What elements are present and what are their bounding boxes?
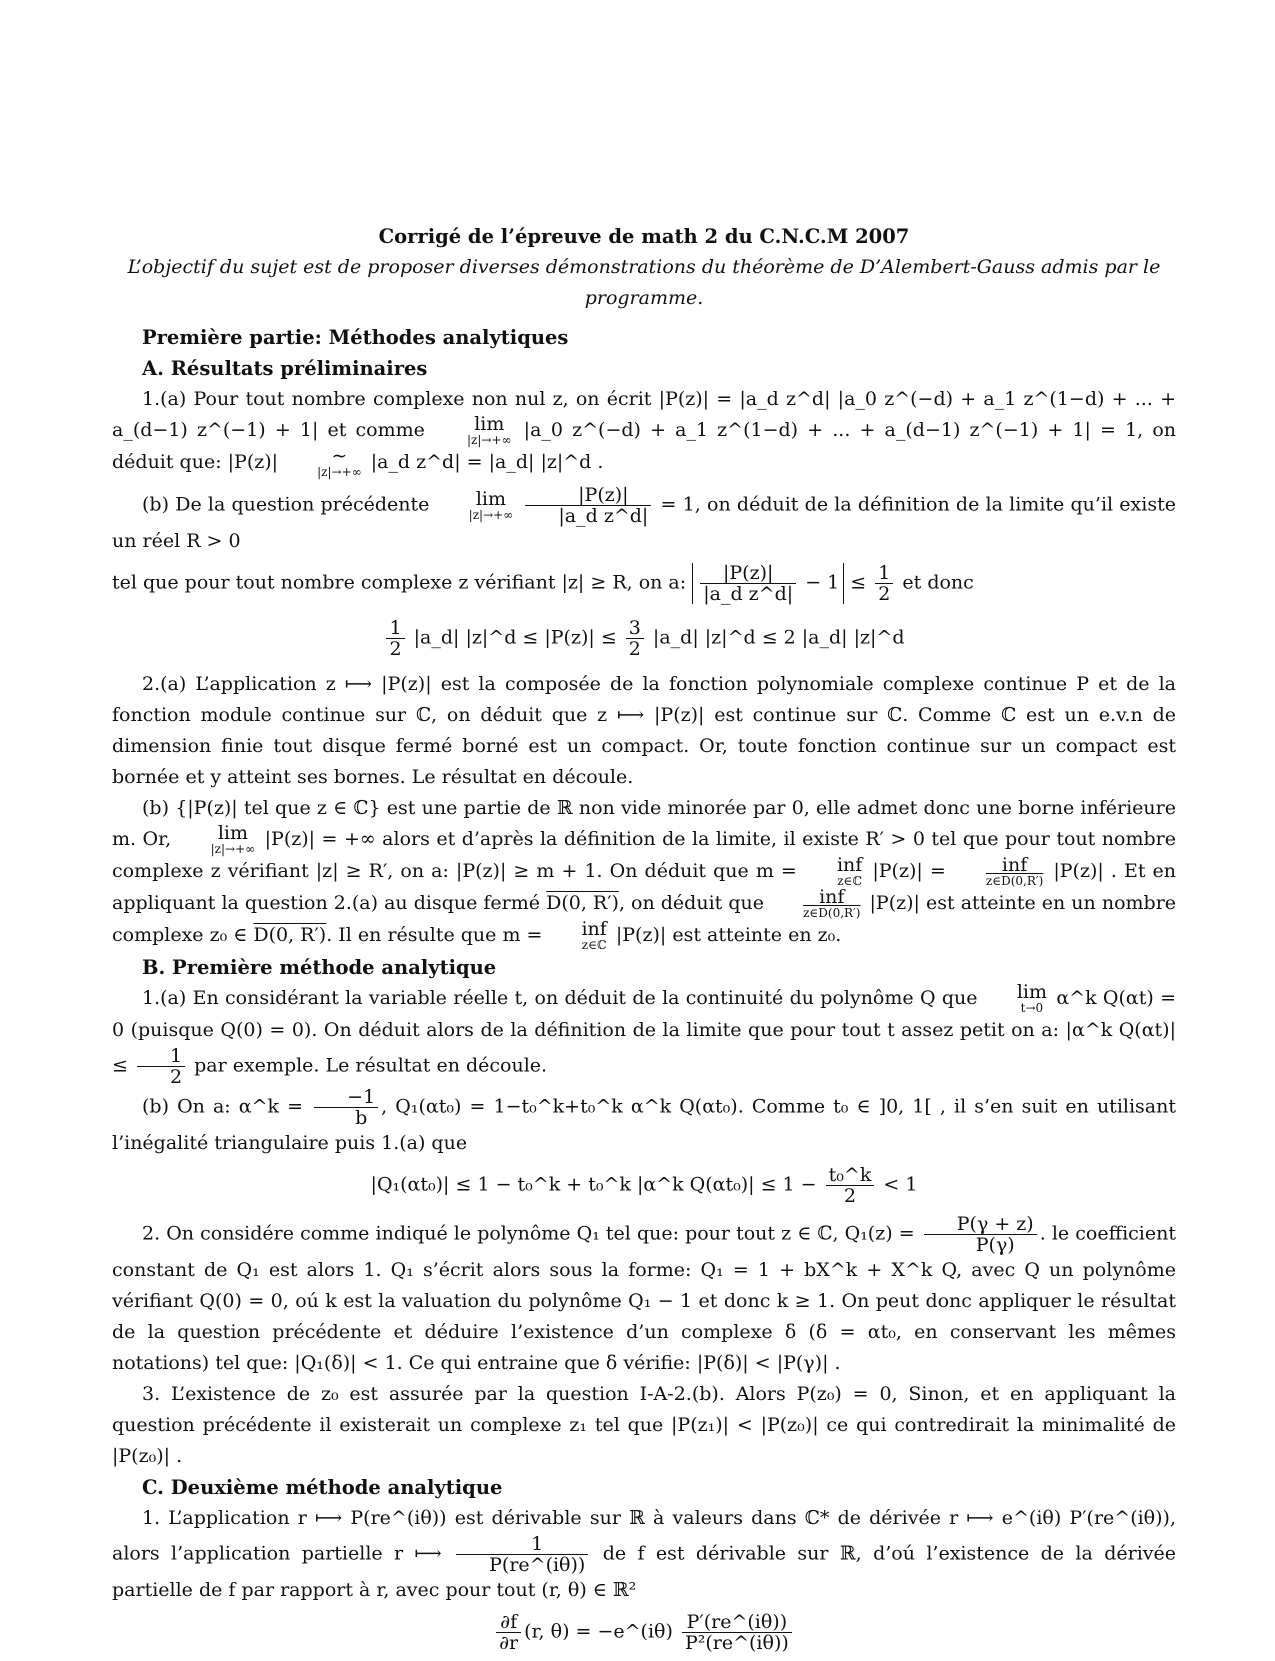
b1b-fraction: $\frac{-1}{b}$ (314, 1087, 378, 1128)
q1a-text-1: 1.(a) Pour tout nombre complexe non nul z, on écrit |P(z)| = |a_d z^d| |a_0 z^(−d) + a_1 z^(1−d) + ... + a_(d−1) z^(−1) + 1| et comme (112, 388, 1176, 441)
equation-bounds: $\frac{1}{2}$ |a_d| |z|^d ≤ |P(z)| ≤ $\frac{3}{2}$ |a_d| |z|^d ≤ 2 |a_d| |z|^d (112, 618, 1176, 659)
c1-fraction: $\frac{1}{P(re\^{}(i\theta))}$ (456, 1534, 588, 1575)
q1a-paragraph (112, 384, 1176, 479)
paper-subtitle: L’objectif du sujet est de proposer diverses démonstrations du théorème de D’Alembert-Gauss admis par le programme. (127, 256, 1161, 309)
q2a-paragraph: 2.(a) L’application z ⟼ |P(z)| est la composée de la fonction polynomiale complexe continue P et de la fonction module continue sur ℂ, on déduit que z ⟼ |P(z)| est continue sur ℂ. Comme ℂ est un e.v.n de dimension finie tout disque fermé borné est un compact. Or, toute fonction continue sur un compact est bornée et y atteint ses bornes. Le résultat en découle. (112, 673, 1176, 788)
q1a-limit: lim |z|→+∞ (467, 413, 512, 447)
b2-fraction: $\frac{P(\gamma + z)}{P(\gamma)}$ (924, 1214, 1037, 1255)
q2b-inf-c-2: inf z∈ℂ (581, 918, 607, 952)
q1b-abs-expression: $\frac{|P(z)|}{\text{|a\_d z\textasciicircum{}d|}}$ − 1 (692, 563, 844, 604)
c1-paragraph: 1. L’application r ⟼ P(re^(iθ)) est dérivable sur ℝ à valeurs dans ℂ* de dérivée r ⟼ e^(iθ) P′(re^(iθ)), alors l’application partielle r ⟼ $\frac{1}{P(re\^{}(i\theta))}$ de f est dérivable sur ℝ, d’oú l’existence de la dérivée partielle de f par rapport à r, avec pour tout (r, θ) ∈ ℝ² (112, 1507, 1176, 1601)
document-page (112, 222, 1176, 1661)
q1b-text-5: et donc (902, 571, 974, 594)
q1b-text-2: = 1, on déduit de la définition de la limite qu’il existe un réel R > 0 (112, 493, 1176, 552)
equation-q1-bound: |Q₁(αt₀)| ≤ 1 − t₀^k + t₀^k |α^k Q(αt₀)| ≤ 1 − $\frac{\text{t₀\textasciicircum{}k}}{2}$ < 1 (370, 1164, 918, 1207)
b1a-half: $\frac{1}{2}$ (137, 1046, 185, 1087)
q1b-text-3: tel que pour tout nombre complexe z vérifiant |z| ≥ R, on a: (112, 571, 687, 594)
section-c-heading: C. Deuxième méthode analytique (142, 1476, 503, 1499)
b2-paragraph: 2. On considére comme indiqué le polynôme Q₁ tel que: pour tout z ∈ ℂ, Q₁(z) = $\frac{P(\gamma + z)}{P(\gamma)}$ . le coefficient constant de Q₁ est alors 1. Q₁ s’écrit alors sous la forme: Q₁ = 1 + bX^k + X^k Q, avec Q un polynôme vérifiant Q(0) = 0, oú k est la valuation du polynôme Q₁ − 1 et donc k ≥ 1. On peut donc appliquer le résultat de la question précédente et déduire l’existence d’un complexe δ (δ = αt₀, en conservant les mêmes notations) tel que: |Q₁(δ)| < 1. Ce qui entraine que δ vérifie: |P(δ)| < |P(γ)| . (112, 1213, 1176, 1374)
q2b-limit: lim |z|→+∞ (210, 822, 256, 856)
q1b-paragraph-2: tel que pour tout nombre complexe z vérifiant |z| ≥ R, on a: $\frac{|P(z)|}{\text{|a\_d z\textasciicircum{}d|}}$ − 1 ≤ $\frac{1}{2}$ et donc (112, 562, 974, 605)
part-heading: Première partie: Méthodes analytiques (142, 326, 569, 349)
q1a-text-2: |a_0 z^(−d) + a_1 z^(1−d) + ... + a_(d−1) z^(−1) + 1| = 1, on déduit que: |P(z)| (112, 419, 1177, 473)
b3-paragraph: 3. L’existence de z₀ est assurée par la question I-A-2.(b). Alors P(z₀) = 0, Sinon, et en appliquant la question précédente il existerait un complexe z₁ tel que |P(z₁)| < |P(z₀)| ce qui contredirait la minimalité de |P(z₀)| . (112, 1383, 1176, 1467)
q1b-limit: lim |z|→+∞ (468, 487, 514, 522)
q1b-half: $\frac{1}{2}$ (875, 563, 893, 604)
q2b-paragraph: (b) {|P(z)| tel que z ∈ ℂ} est une partie de ℝ non vide minorée par 0, elle admet donc une borne inférieure m. Or, lim |z|→+∞ |P(z)| = +∞ alors et d’après la définition de la limite, il existe R′ > 0 tel que pour tout nombre complexe z vérifiant |z| ≥ R′, on a: |P(z)| ≥ m + 1. On déduit que m = inf z∈ℂ |P(z)| = inf z∈D(0,R′) |P(z)| . Et en appliquant la question 2.(a) au disque fermé D(0, R′), on déduit que inf z∈D(0,R′) |P(z)| est atteinte en un nombre complexe z₀ ∈ D(0, R′). Il en résulte que m = inf z∈ℂ |P(z)| est atteinte en z₀. (112, 797, 1177, 952)
q1a-text-3: |a_d z^d| = |a_d| |z|^d . (370, 451, 604, 473)
q2b-inf-c: inf z∈ℂ (836, 854, 863, 888)
b1a-limit: lim t→0 (1016, 981, 1047, 1015)
section-a-heading: A. Résultats préliminaires (142, 357, 428, 380)
q1a-equivalent: ∼ |z|→+∞ (317, 445, 362, 479)
paper-title: Corrigé de l’épreuve de math 2 du C.N.C.M 2007 (378, 225, 910, 248)
equation-partial-derivative: $\frac{\partial f}{\partial r}$ (r, θ) = −e^(iθ) $\frac{P'(re\^{}(i\theta))}{\text{P²(re\textasciicircum{}(iθ))}}$ (112, 1612, 1176, 1653)
closed-disk: D(0, R′) (546, 892, 619, 914)
q1b-fraction: $\frac{|P(z)|}{\text{|a\_d z\textasciicircum{}d|}}$ (525, 485, 651, 526)
section-b-heading: B. Première méthode analytique (142, 956, 497, 979)
q1b-paragraph (112, 485, 1176, 557)
q2b-inf-disk-2: inf z∈D(0,R′) (803, 886, 861, 920)
b1a-paragraph: 1.(a) En considérant la variable réelle t, on déduit de la continuité du polynôme Q que lim t→0 α^k Q(αt) = 0 (puisque Q(0) = 0). On déduit alors de la définition de la limite que pour tout t assez petit on a: |α^k Q(αt)| ≤ $\frac{1}{2}$ par exemple. Le résultat en découle. (112, 981, 1176, 1088)
b1b-paragraph: (b) On a: α^k = $\frac{-1}{b}$ , Q₁(αt₀) = 1−t₀^k+t₀^k α^k Q(αt₀). Comme t₀ ∈ ]0, 1[ , il s’en suit en utilisant l’inégalité triangulaire puis 1.(a) que (112, 1086, 1176, 1154)
q1b-text-1: (b) De la question précédente (142, 493, 430, 516)
q2b-inf-disk: inf z∈D(0,R′) (985, 854, 1044, 888)
